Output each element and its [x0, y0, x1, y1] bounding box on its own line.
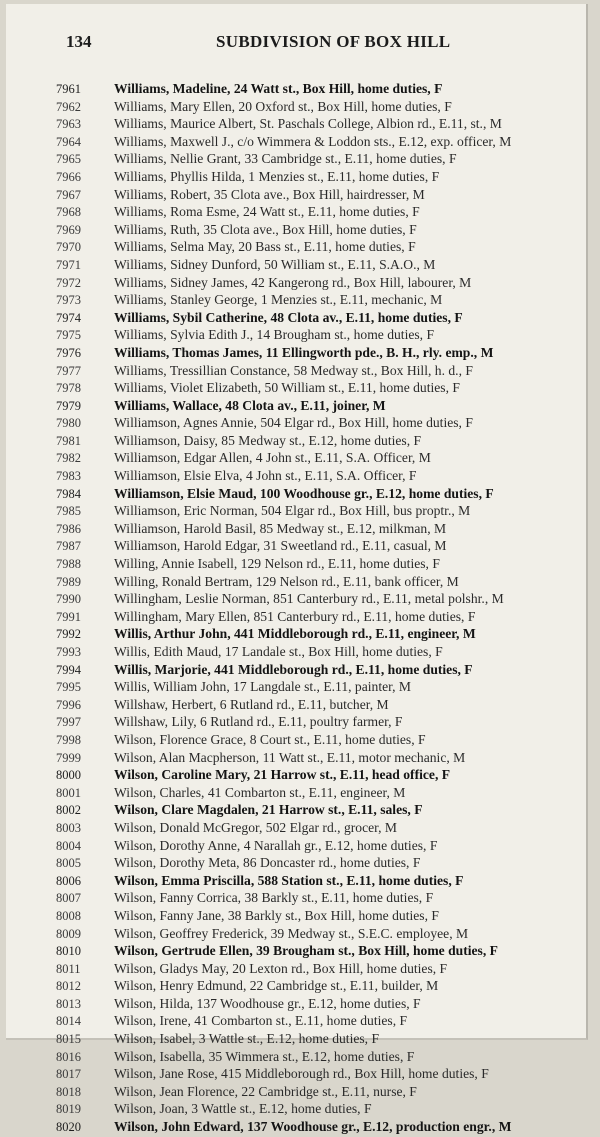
entry-number: 7981 — [56, 433, 81, 448]
list-item — [56, 960, 596, 978]
list-item — [56, 995, 596, 1013]
page-title: SUBDIVISION OF BOX HILL — [216, 32, 451, 51]
entry-number: 8009 — [56, 926, 81, 941]
entry-text: Williamson, Elsie Elva, 4 John st., E.11, S.A. Officer, F — [114, 468, 417, 484]
entry-number: 8000 — [56, 768, 81, 783]
entry-number: 7979 — [56, 398, 81, 413]
entry-text: Williamson, Edgar Allen, 4 John st., E.11, S.A. Officer, M — [114, 450, 431, 466]
entry-number: 7972 — [56, 275, 81, 290]
entry-text: Wilson, Isabel, 3 Wattle st., E.12, home duties, F — [114, 1031, 380, 1047]
list-item — [56, 291, 596, 309]
entry-text: Williams, Sidney Dunford, 50 William st., E.11, S.A.O., M — [114, 256, 436, 272]
entry-number: 7980 — [56, 416, 81, 431]
entry-number: 8008 — [56, 908, 81, 923]
list-item — [56, 608, 596, 626]
entry-text: Williams, Maxwell J., c/o Wimmera & Loddon sts., E.12, exp. officer, M — [114, 133, 512, 149]
list-item — [56, 203, 596, 221]
page-number: 134 — [66, 32, 92, 51]
list-item — [56, 186, 596, 204]
page-header — [66, 32, 586, 58]
entry-number: 8005 — [56, 856, 81, 871]
list-item — [56, 537, 596, 555]
list-item — [56, 168, 596, 186]
entry-text: Wilson, Henry Edmund, 22 Cambridge st., E.11, builder, M — [114, 978, 439, 994]
entry-text: Williams, Wallace, 48 Clota av., E.11, joiner, M — [114, 397, 386, 413]
entry-number: 8010 — [56, 944, 81, 959]
list-item — [56, 432, 596, 450]
entry-text: Williams, Stanley George, 1 Menzies st., E.11, mechanic, M — [114, 292, 443, 308]
entry-number: 7973 — [56, 293, 81, 308]
entry-text: Wilson, Dorothy Meta, 86 Doncaster rd., home duties, F — [114, 855, 421, 871]
list-item — [56, 678, 596, 696]
list-item — [56, 889, 596, 907]
entry-number: 7967 — [56, 187, 81, 202]
entry-text: Wilson, Caroline Mary, 21 Harrow st., E.11, head office, F — [114, 767, 451, 783]
entry-number: 7976 — [56, 345, 81, 360]
list-item — [56, 784, 596, 802]
entry-text: Willshaw, Lily, 6 Rutland rd., E.11, poultry farmer, F — [114, 714, 403, 730]
entry-number: 7990 — [56, 592, 81, 607]
entry-number: 7963 — [56, 117, 81, 132]
list-item — [56, 309, 596, 327]
entry-text: Wilson, Jean Florence, 22 Cambridge st., E.11, nurse, F — [114, 1083, 417, 1099]
entry-text: Willis, Arthur John, 441 Middleborough rd., E.11, engineer, M — [114, 626, 476, 642]
entry-text: Willing, Annie Isabell, 129 Nelson rd., E.11, home duties, F — [114, 556, 440, 572]
entry-text: Williams, Tressillian Constance, 58 Medway st., Box Hill, h. d., F — [114, 362, 473, 378]
entry-text: Williams, Robert, 35 Clota ave., Box Hill, hairdresser, M — [114, 186, 425, 202]
list-item — [56, 98, 596, 116]
entry-text: Wilson, Emma Priscilla, 588 Station st., E.11, home duties, F — [114, 872, 464, 888]
entry-text: Williams, Roma Esme, 24 Watt st., E.11, home duties, F — [114, 204, 420, 220]
entry-text: Williamson, Elsie Maud, 100 Woodhouse gr., E.12, home duties, F — [114, 485, 494, 501]
list-item — [56, 1012, 596, 1030]
entry-text: Williams, Ruth, 35 Clota ave., Box Hill, home duties, F — [114, 221, 417, 237]
entry-text: Wilson, Alan Macpherson, 11 Watt st., E.11, motor mechanic, M — [114, 749, 466, 765]
entry-text: Willis, Edith Maud, 17 Landale st., Box Hill, home duties, F — [114, 644, 443, 659]
entry-text: Wilson, Jane Rose, 415 Middleborough rd., Box Hill, home duties, F — [114, 1066, 489, 1082]
entry-text: Williams, Sidney James, 42 Kangerong rd., Box Hill, labourer, M — [114, 274, 472, 290]
entry-number: 7961 — [56, 82, 81, 96]
list-item — [56, 256, 596, 274]
entry-text: Wilson, Irene, 41 Combarton st., E.11, home duties, F — [114, 1013, 408, 1029]
list-item — [56, 696, 596, 714]
list-item — [56, 115, 596, 133]
entry-text: Williamson, Eric Norman, 504 Elgar rd., Box Hill, bus proptr., M — [114, 503, 471, 519]
entry-text: Wilson, Joan, 3 Wattle st., E.12, home duties, F — [114, 1101, 372, 1117]
entry-number: 7999 — [56, 750, 81, 765]
entry-text: Williams, Thomas James, 11 Ellingworth pde., B. H., rly. emp., M — [114, 344, 494, 360]
entry-number: 7982 — [56, 451, 81, 466]
list-item — [56, 872, 596, 890]
list-item — [56, 150, 596, 168]
entry-text: Williams, Sylvia Edith J., 14 Brougham st., home duties, F — [114, 327, 435, 343]
entry-text: Wilson, Fanny Corrica, 38 Barkly st., E.11, home duties, F — [114, 890, 434, 906]
entry-number: 8019 — [56, 1102, 81, 1117]
list-item — [56, 907, 596, 925]
entry-text: Wilson, Isabella, 35 Wimmera st., E.12, home duties, F — [114, 1048, 415, 1064]
entry-number: 8016 — [56, 1049, 81, 1064]
entry-number: 8001 — [56, 785, 81, 800]
entry-text: Williams, Maurice Albert, St. Paschals College, Albion rd., E.11, st., M — [114, 116, 502, 132]
list-item — [56, 801, 596, 819]
list-item — [56, 625, 596, 643]
entry-number: 7993 — [56, 645, 81, 659]
entry-number: 8017 — [56, 1067, 81, 1082]
list-item — [56, 854, 596, 872]
entry-text: Willing, Ronald Bertram, 129 Nelson rd., E.11, bank officer, M — [114, 573, 459, 589]
entry-number: 7998 — [56, 732, 81, 747]
list-item — [56, 502, 596, 520]
entry-number: 8015 — [56, 1032, 81, 1047]
entry-number: 7971 — [56, 257, 81, 272]
entry-text: Willshaw, Herbert, 6 Rutland rd., E.11, butcher, M — [114, 696, 389, 712]
entry-number: 8002 — [56, 803, 81, 818]
entry-number: 7992 — [56, 627, 81, 642]
entry-text: Williamson, Agnes Annie, 504 Elgar rd., Box Hill, home duties, F — [114, 415, 473, 431]
entry-text: Wilson, Geoffrey Frederick, 39 Medway st., S.E.C. employee, M — [114, 925, 469, 941]
entry-number: 7994 — [56, 662, 81, 677]
entry-number: 7986 — [56, 521, 81, 536]
entry-text: Willingham, Leslie Norman, 851 Canterbury rd., E.11, metal polshr., M — [114, 591, 504, 607]
document-page — [6, 4, 588, 1135]
entry-number: 7975 — [56, 328, 81, 343]
entry-text: Williams, Nellie Grant, 33 Cambridge st., E.11, home duties, F — [114, 151, 457, 167]
entry-number: 7969 — [56, 222, 81, 237]
list-item — [56, 643, 596, 661]
entry-number: 7984 — [56, 486, 81, 501]
entry-number: 7964 — [56, 134, 81, 149]
entry-number: 7985 — [56, 504, 81, 519]
entry-number: 8007 — [56, 891, 81, 906]
list-item — [56, 1065, 596, 1083]
entry-text: Williams, Selma May, 20 Bass st., E.11, home duties, F — [114, 239, 416, 255]
entry-text: Wilson, Dorothy Anne, 4 Narallah gr., E.12, home duties, F — [114, 837, 438, 853]
list-item — [56, 379, 596, 397]
list-item — [56, 449, 596, 467]
entry-number: 7962 — [56, 99, 81, 114]
entry-text: Williamson, Daisy, 85 Medway st., E.12, home duties, F — [114, 432, 422, 448]
entry-text: Williams, Phyllis Hilda, 1 Menzies st., E.11, home duties, F — [114, 168, 440, 184]
entry-text: Wilson, Gertrude Ellen, 39 Brougham st., Box Hill, home duties, F — [114, 943, 498, 959]
list-item — [56, 731, 596, 749]
list-item — [56, 362, 596, 380]
entry-text: Wilson, John Edward, 137 Woodhouse gr., E.12, production engr., M — [114, 1119, 512, 1135]
list-item — [56, 80, 596, 98]
entry-number: 7983 — [56, 469, 81, 484]
list-item — [56, 1083, 596, 1101]
entry-number: 7978 — [56, 381, 81, 396]
entry-text: Willis, Marjorie, 441 Middleborough rd., E.11, home duties, F — [114, 661, 473, 677]
entry-text: Wilson, Gladys May, 20 Lexton rd., Box Hill, home duties, F — [114, 960, 448, 976]
list-item — [56, 1100, 596, 1118]
entry-text: Willis, William John, 17 Langdale st., E.11, painter, M — [114, 679, 412, 695]
entry-number: 8020 — [56, 1120, 81, 1135]
list-item — [56, 819, 596, 837]
entry-text: Williamson, Harold Basil, 85 Medway st., E.12, milkman, M — [114, 520, 447, 536]
entry-text: Wilson, Florence Grace, 8 Court st., E.11, home duties, F — [114, 731, 426, 747]
entry-text: Williams, Mary Ellen, 20 Oxford st., Box Hill, home duties, F — [114, 98, 452, 114]
list-item — [56, 485, 596, 503]
list-item — [56, 1118, 596, 1136]
list-item — [56, 661, 596, 679]
entry-number: 8014 — [56, 1014, 81, 1029]
list-item — [56, 397, 596, 415]
list-item — [56, 274, 596, 292]
entry-number: 8013 — [56, 996, 81, 1011]
entry-text: Williams, Madeline, 24 Watt st., Box Hill, home duties, F — [114, 81, 443, 96]
list-item — [56, 238, 596, 256]
entry-number: 7997 — [56, 715, 81, 730]
electoral-roll-list — [56, 80, 596, 1136]
list-item — [56, 837, 596, 855]
list-item — [56, 467, 596, 485]
entry-number: 8012 — [56, 979, 81, 994]
entry-number: 7991 — [56, 609, 81, 624]
entry-number: 7988 — [56, 557, 81, 572]
entry-number: 7987 — [56, 539, 81, 554]
entry-number: 7965 — [56, 152, 81, 167]
entry-number: 8006 — [56, 873, 81, 888]
list-item — [56, 977, 596, 995]
list-item — [56, 221, 596, 239]
entry-text: Wilson, Charles, 41 Combarton st., E.11, engineer, M — [114, 784, 406, 800]
list-item — [56, 713, 596, 731]
list-item — [56, 925, 596, 943]
entry-text: Wilson, Clare Magdalen, 21 Harrow st., E.11, sales, F — [114, 802, 423, 818]
entry-text: Williamson, Harold Edgar, 31 Sweetland rd., E.11, casual, M — [114, 538, 447, 554]
list-item — [56, 133, 596, 151]
list-item — [56, 1048, 596, 1066]
entry-number: 7970 — [56, 240, 81, 255]
list-item — [56, 555, 596, 573]
entry-number: 8018 — [56, 1084, 81, 1099]
entry-text: Williams, Violet Elizabeth, 50 William st., E.11, home duties, F — [114, 380, 460, 396]
entry-text: Wilson, Donald McGregor, 502 Elgar rd., grocer, M — [114, 819, 398, 835]
entry-text: Willingham, Mary Ellen, 851 Canterbury rd., E.11, home duties, F — [114, 608, 476, 624]
entry-number: 7996 — [56, 697, 81, 712]
list-item — [56, 1030, 596, 1048]
entry-number: 7966 — [56, 169, 81, 184]
list-item — [56, 749, 596, 767]
list-item — [56, 520, 596, 538]
list-item — [56, 573, 596, 591]
entry-text: Williams, Sybil Catherine, 48 Clota av., E.11, home duties, F — [114, 309, 463, 325]
entry-number: 8011 — [56, 961, 81, 976]
entry-number: 7974 — [56, 310, 81, 325]
entry-number: 7968 — [56, 205, 81, 220]
entry-number: 7995 — [56, 680, 81, 695]
entry-number: 8004 — [56, 838, 81, 853]
list-item — [56, 414, 596, 432]
list-item — [56, 942, 596, 960]
list-item — [56, 590, 596, 608]
entry-text: Wilson, Fanny Jane, 38 Barkly st., Box Hill, home duties, F — [114, 907, 439, 923]
list-item — [56, 326, 596, 344]
entry-number: 7989 — [56, 574, 81, 589]
entry-number: 8003 — [56, 820, 81, 835]
entry-number: 7977 — [56, 363, 81, 378]
list-item — [56, 344, 596, 362]
entry-text: Wilson, Hilda, 137 Woodhouse gr., E.12, home duties, F — [114, 995, 421, 1011]
list-item — [56, 766, 596, 784]
